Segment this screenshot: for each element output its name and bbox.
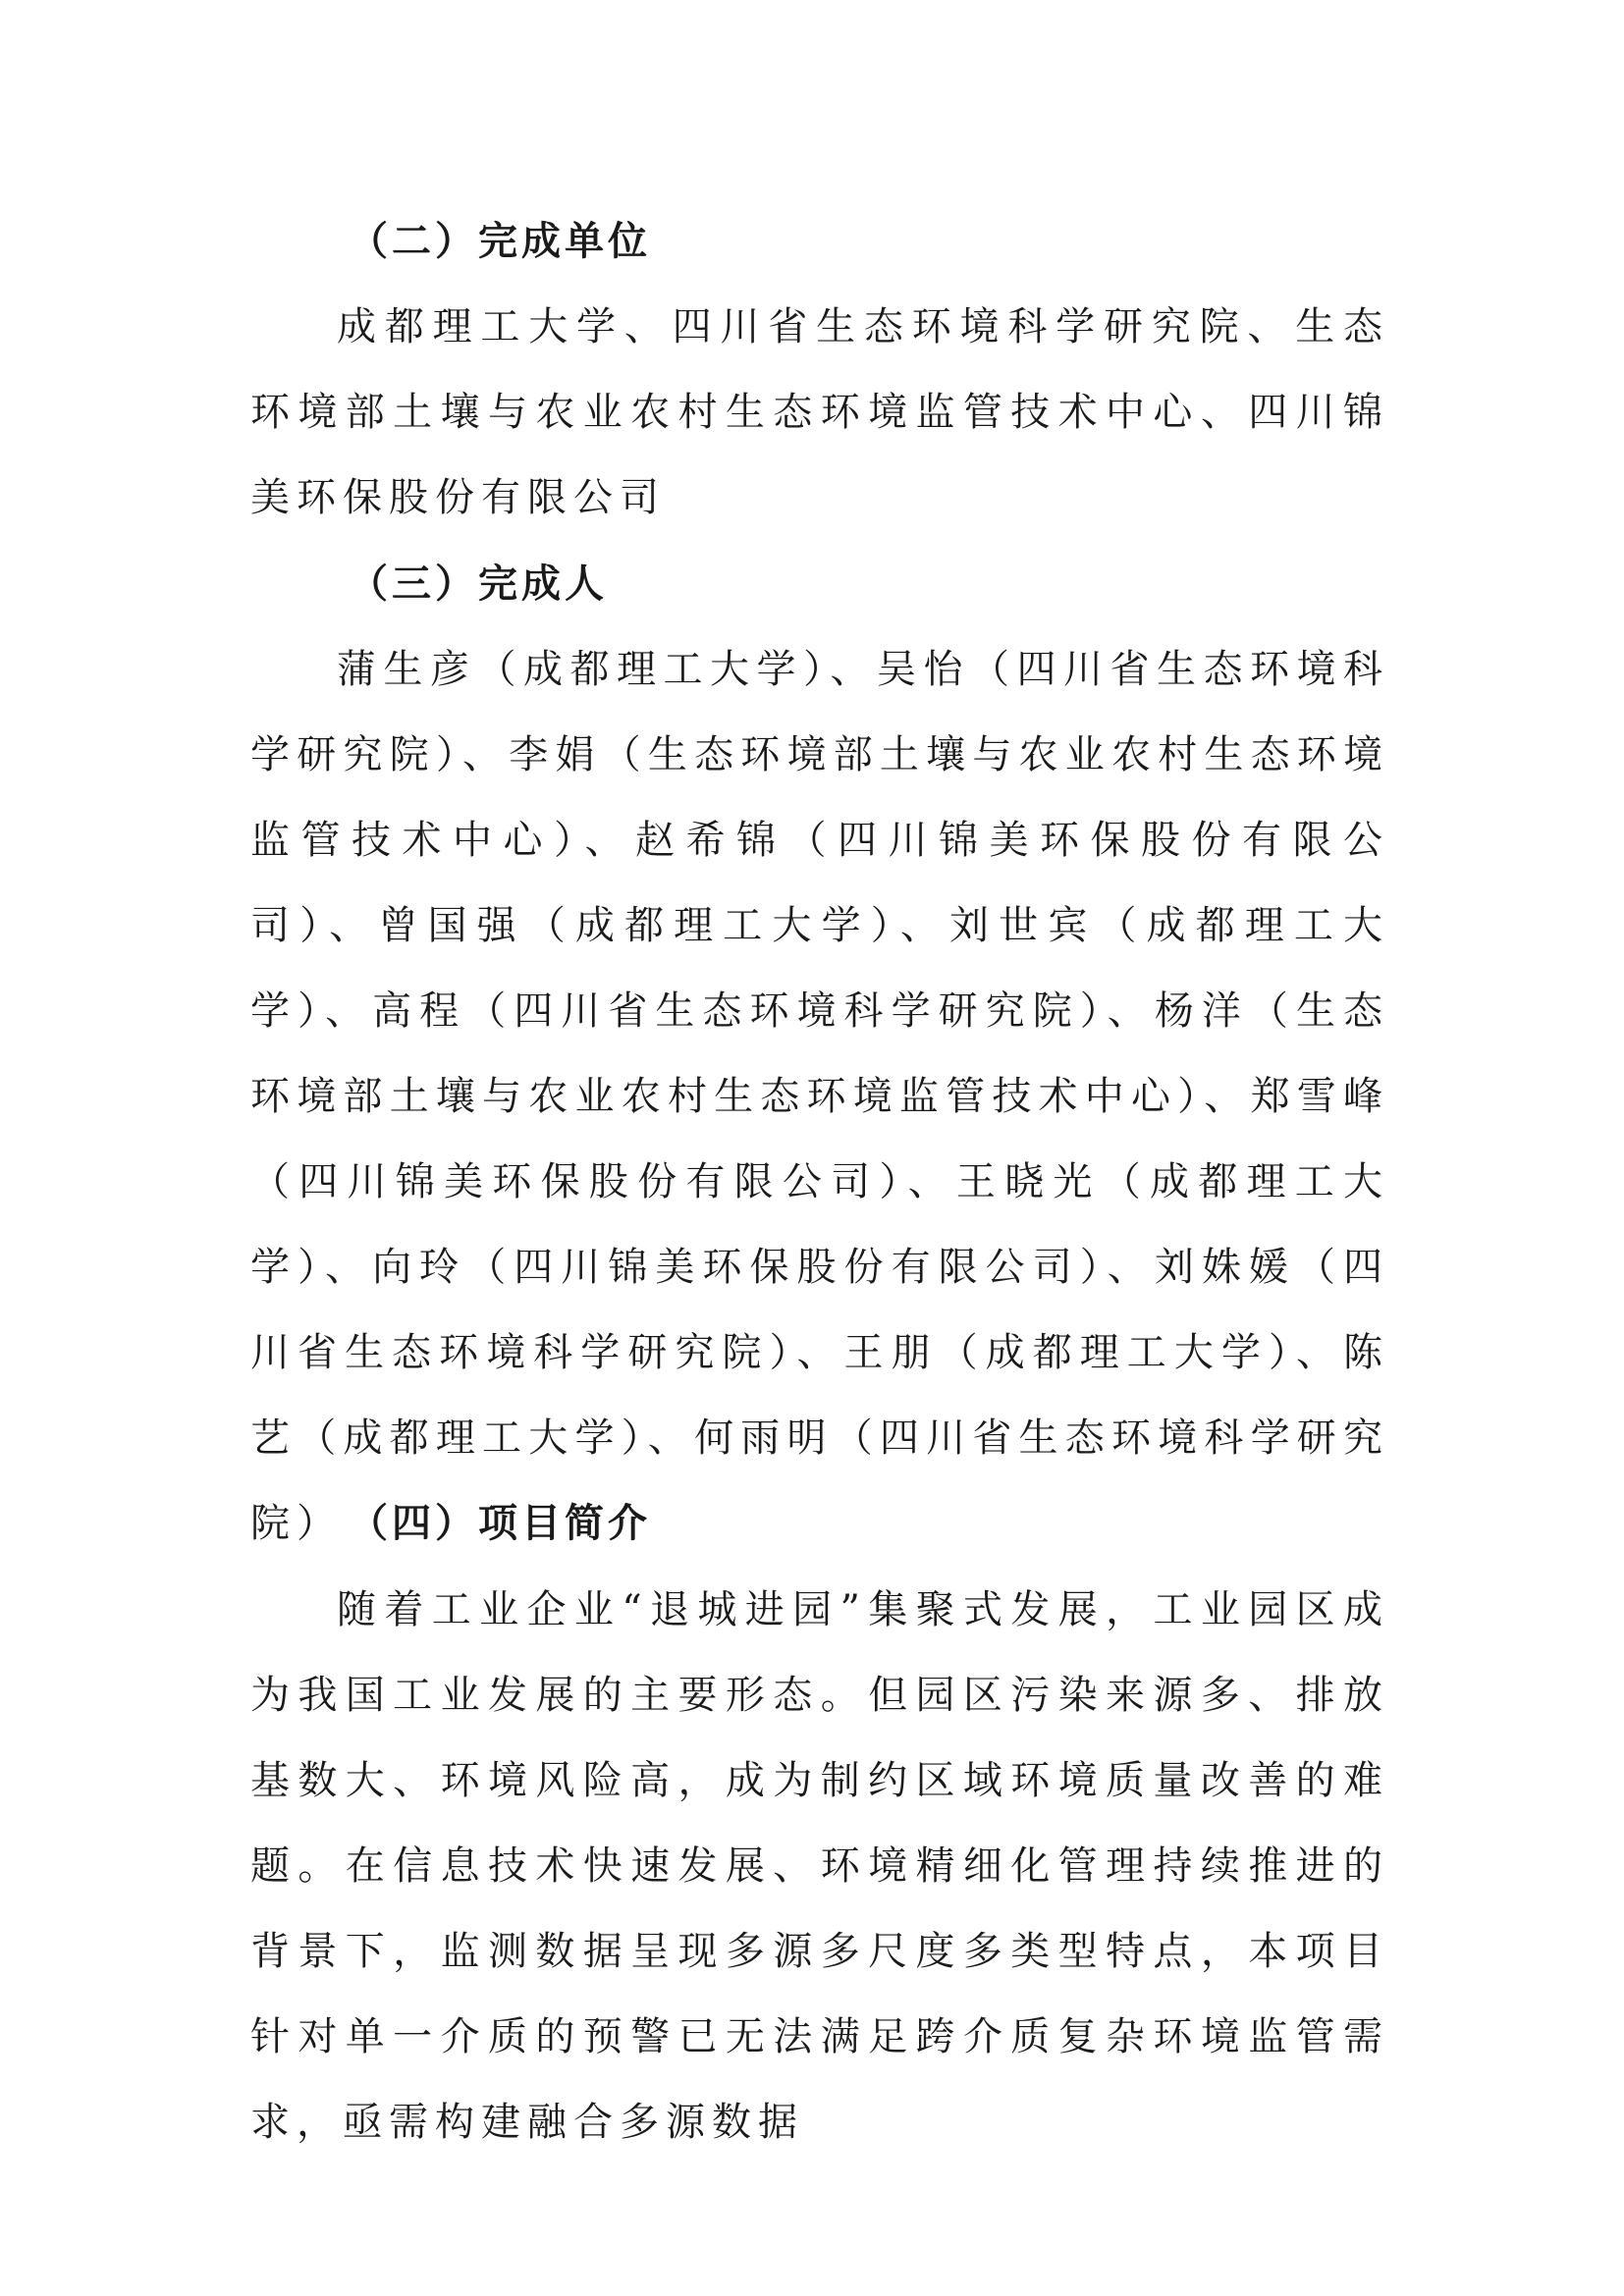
section-heading-units: （二）完成单位 xyxy=(349,219,651,264)
section-heading-contributors: （三）完成人 xyxy=(349,561,608,607)
paragraph-contributors: 蒲生彦（成都理工大学）、吴怡（四川省生态环境科学研究院）、李娟（生态环境部土壤与农业农村生态环境监管技术中心）、赵希锦（四川锦美环保股份有限公司）、曾国强（成都理工大学）、刘世宾（成都理工大学）、高程（四川省生态环境科学研究院）、杨洋（生态环境部土壤与农业农村生态环境监管技术中心）、郑雪峰（四川锦美环保股份有限公司）、王晓光（成都理工大学）、向玲（四川锦美环保股份有限公司）、刘姝媛（四川省生态环境科学研究院）、王朋（成都理工大学）、陈艺（成都理工大学）、何雨明（四川省生态环境科学研究院） xyxy=(250,647,1389,1546)
paragraph-project-summary: 随着工业企业“退城进园”集聚式发展，工业园区成为我国工业发展的主要形态。但园区污染来源多、排放基数大、环境风险高，成为制约区域环境质量改善的难题。在信息技术快速发展、环境精细化管理持续推进的背景下，监测数据呈现多源多尺度多类型特点，本项目针对单一介质的预警已无法满足跨介质复杂环境监管需求，亟需构建融合多源数据 xyxy=(250,1587,1389,2145)
paragraph-units: 成都理工大学、四川省生态环境科学研究院、生态环境部土壤与农业农村生态环境监管技术中心、四川锦美环保股份有限公司 xyxy=(250,304,1389,520)
section-heading-project-summary: （四）项目简介 xyxy=(349,1501,651,1546)
